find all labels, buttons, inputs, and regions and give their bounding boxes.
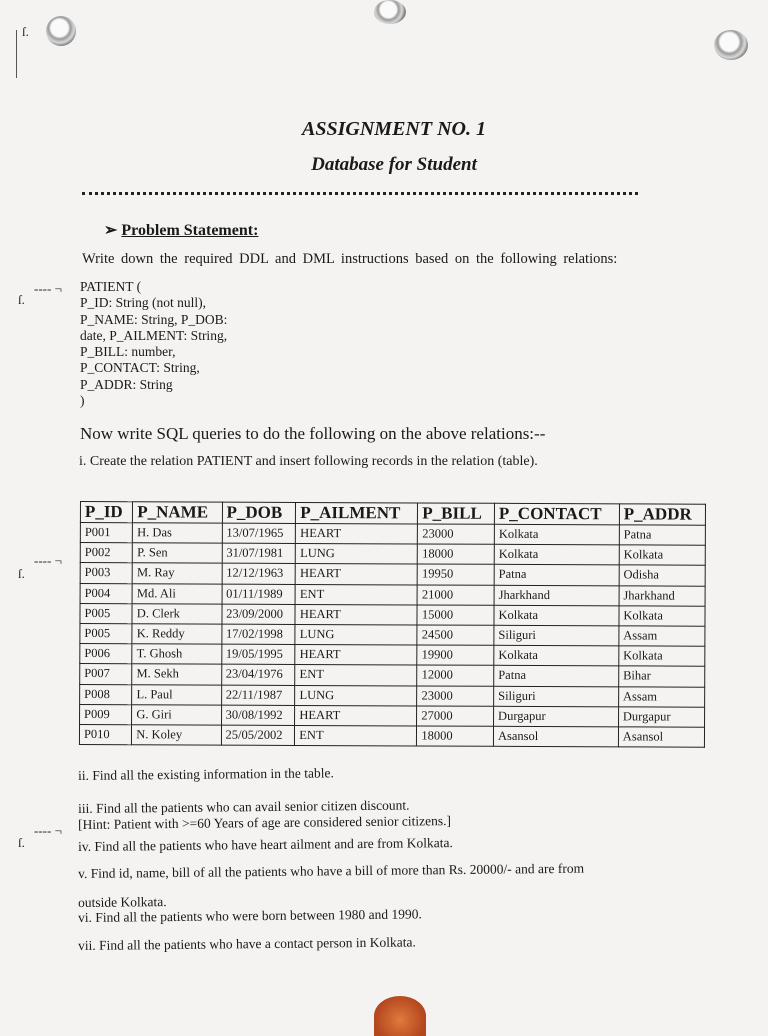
query-2: ii. Find all the existing information in the table.	[78, 765, 334, 783]
column-header: P_CONTACT	[494, 503, 619, 525]
schema-line: P_NAME: String, P_DOB:	[80, 311, 228, 327]
schema-line: PATIENT (	[80, 279, 142, 294]
table-cell: 23000	[417, 685, 494, 706]
table-cell: P. Sen	[133, 543, 222, 564]
problem-statement-label: Problem Statement:	[121, 222, 259, 239]
table-cell: 24500	[417, 625, 494, 646]
table-cell: LUNG	[296, 544, 418, 565]
table-cell: D. Clerk	[132, 603, 221, 624]
schema-line: date, P_AILMENT: String,	[80, 327, 228, 343]
table-cell: 18000	[418, 544, 495, 565]
table-cell: M. Sekh	[132, 664, 221, 685]
table-cell: LUNG	[295, 624, 417, 645]
table-cell: Md. Ali	[132, 583, 221, 604]
table-cell: HEART	[295, 564, 417, 585]
table-row	[80, 523, 705, 546]
column-header: P_DOB	[222, 502, 296, 523]
table-cell: Kolkata	[494, 645, 619, 666]
pen-mark: ſ.	[18, 566, 25, 581]
table-cell: 18000	[417, 726, 494, 747]
table-header-row	[80, 502, 705, 526]
pen-mark: ‐‑‑‑ ¬	[34, 281, 62, 296]
table-cell: Bihar	[619, 666, 705, 687]
table-cell: Asansol	[493, 726, 618, 747]
table-cell: L. Paul	[132, 684, 221, 705]
table-cell: Patna	[494, 666, 619, 687]
schema-line: P_BILL: number,	[80, 344, 176, 360]
table-cell: P005	[80, 603, 132, 623]
table-cell: P010	[79, 724, 131, 744]
table-cell: Durgapur	[494, 706, 619, 727]
table-cell: 17/02/1998	[221, 624, 295, 645]
table-row	[80, 644, 705, 667]
table-cell: Assam	[618, 686, 704, 707]
table-cell: ENT	[295, 665, 417, 686]
table-cell: Jharkhand	[619, 585, 705, 606]
table-cell: HEART	[295, 645, 417, 666]
binder-hole-top-left	[46, 16, 76, 46]
query-3: iii. Find all the patients who can avail senior citizen discount.	[78, 797, 410, 816]
assignment-title: ASSIGNMENT NO. 1	[302, 118, 486, 140]
table-row	[80, 563, 705, 586]
query-7: vii. Find all the patients who have a contact person in Kolkata.	[78, 934, 416, 953]
table-cell: Siliguri	[494, 625, 619, 646]
query-5-continued: outside Kolkata.	[78, 894, 167, 910]
table-cell: 12/12/1963	[222, 563, 296, 584]
table-cell: 31/07/1981	[222, 543, 296, 564]
table-cell: 19950	[417, 564, 494, 585]
table-cell: 25/05/2002	[221, 725, 295, 746]
table-cell: HEART	[295, 604, 417, 625]
table-cell: HEART	[296, 523, 418, 544]
table-row	[80, 583, 705, 606]
table-cell: P009	[80, 704, 132, 724]
patient-schema	[80, 279, 227, 409]
column-header: P_BILL	[418, 503, 495, 524]
table-cell: G. Giri	[132, 704, 221, 725]
table-cell: 19/05/1995	[221, 644, 295, 665]
table-cell: P001	[80, 523, 132, 543]
table-cell: P005	[80, 623, 132, 643]
table-cell: P004	[80, 583, 132, 603]
table-cell: Kolkata	[619, 545, 705, 566]
table-cell: Kolkata	[619, 606, 705, 627]
binder-hole-top-center	[374, 0, 406, 24]
schema-line: P_ADDR: String	[80, 376, 173, 392]
table-cell: Jharkhand	[494, 585, 619, 606]
pen-mark: ‐‑‑‑ ¬	[34, 823, 62, 838]
pen-mark: ‐‑‑‑ ¬	[34, 553, 62, 568]
table-cell: Kolkata	[619, 646, 705, 667]
queries-heading: Now write SQL queries to do the following on the above relations:--	[80, 424, 546, 443]
table-row	[80, 664, 705, 687]
table-cell: 19900	[417, 645, 494, 666]
problem-statement-heading	[104, 220, 258, 240]
table-cell: 13/07/1965	[222, 523, 296, 544]
table-cell: 23/04/1976	[221, 664, 295, 685]
table-cell: 15000	[417, 605, 494, 626]
column-header: P_ADDR	[619, 504, 705, 525]
column-header: P_NAME	[133, 502, 222, 523]
table-cell: Kolkata	[494, 544, 619, 565]
query-3-hint: [Hint: Patient with >=60 Years of age are considered senior citizens.]	[78, 813, 452, 832]
schema-line: )	[80, 393, 85, 409]
table-cell: T. Ghosh	[132, 644, 221, 665]
table-cell: 23000	[418, 524, 495, 545]
table-cell: ENT	[295, 725, 417, 746]
pen-mark: ſ.	[22, 24, 29, 39]
table-cell: Odisha	[619, 565, 705, 586]
table-cell: Asansol	[618, 727, 704, 748]
arrow-bullet-icon: ➢	[104, 222, 118, 239]
table-cell: P006	[80, 644, 132, 664]
table-cell: P003	[80, 563, 132, 583]
table-row	[80, 543, 705, 566]
table-cell: P002	[80, 543, 132, 563]
table-cell: 23/09/2000	[222, 604, 296, 625]
schema-line: P_CONTACT: String,	[80, 360, 200, 376]
assignment-subtitle: Database for Student	[311, 154, 477, 175]
query-5: v. Find id, name, bill of all the patients who have a bill of more than Rs. 20000/- and are from	[78, 860, 585, 881]
table-cell: P008	[80, 684, 132, 704]
table-cell: 27000	[417, 706, 494, 727]
table-cell: 21000	[417, 585, 494, 606]
table-cell: Siliguri	[494, 686, 619, 707]
table-cell: M. Ray	[132, 563, 221, 584]
page-edge-line	[16, 30, 17, 78]
schema-line: P_ID: String (not null),	[80, 295, 207, 311]
table-row	[79, 724, 704, 747]
table-cell: Assam	[619, 626, 705, 647]
table-cell: N. Koley	[132, 725, 221, 746]
binder-hole-top-right	[714, 30, 748, 60]
patient-table	[79, 501, 706, 748]
table-cell: HEART	[295, 705, 417, 726]
column-header: P_ID	[80, 502, 132, 523]
column-header: P_AILMENT	[296, 502, 418, 524]
query-4: iv. Find all the patients who have heart ailment and are from Kolkata.	[78, 835, 453, 854]
query-1: i. Create the relation PATIENT and insert following records in the relation (table).	[79, 454, 538, 469]
table-row	[80, 684, 705, 707]
table-cell: P007	[80, 664, 132, 684]
table-cell: Patna	[494, 565, 619, 586]
table-cell: Kolkata	[494, 524, 619, 545]
table-cell: LUNG	[295, 685, 417, 706]
table-cell: Patna	[619, 525, 705, 546]
table-cell: 01/11/1989	[222, 584, 296, 605]
dotted-divider	[82, 192, 638, 195]
table-cell: K. Reddy	[132, 624, 221, 645]
finger-photo-artifact	[374, 996, 426, 1036]
pen-mark: ſ.	[18, 835, 25, 850]
table-row	[80, 704, 705, 727]
table-cell: H. Das	[133, 523, 222, 544]
intro-paragraph: Write down the required DDL and DML instructions based on the following relations:	[82, 251, 618, 267]
pen-mark: ſ.	[18, 292, 25, 307]
table-cell: ENT	[295, 584, 417, 605]
query-6: vi. Find all the patients who were born between 1980 and 1990.	[78, 906, 422, 925]
table-cell: 12000	[417, 665, 494, 686]
table-cell: 22/11/1987	[221, 685, 295, 706]
table-row	[80, 603, 705, 626]
table-cell: Kolkata	[494, 605, 619, 626]
table-row	[80, 623, 705, 646]
table-cell: Durgapur	[618, 707, 704, 728]
table-cell: 30/08/1992	[221, 705, 295, 726]
